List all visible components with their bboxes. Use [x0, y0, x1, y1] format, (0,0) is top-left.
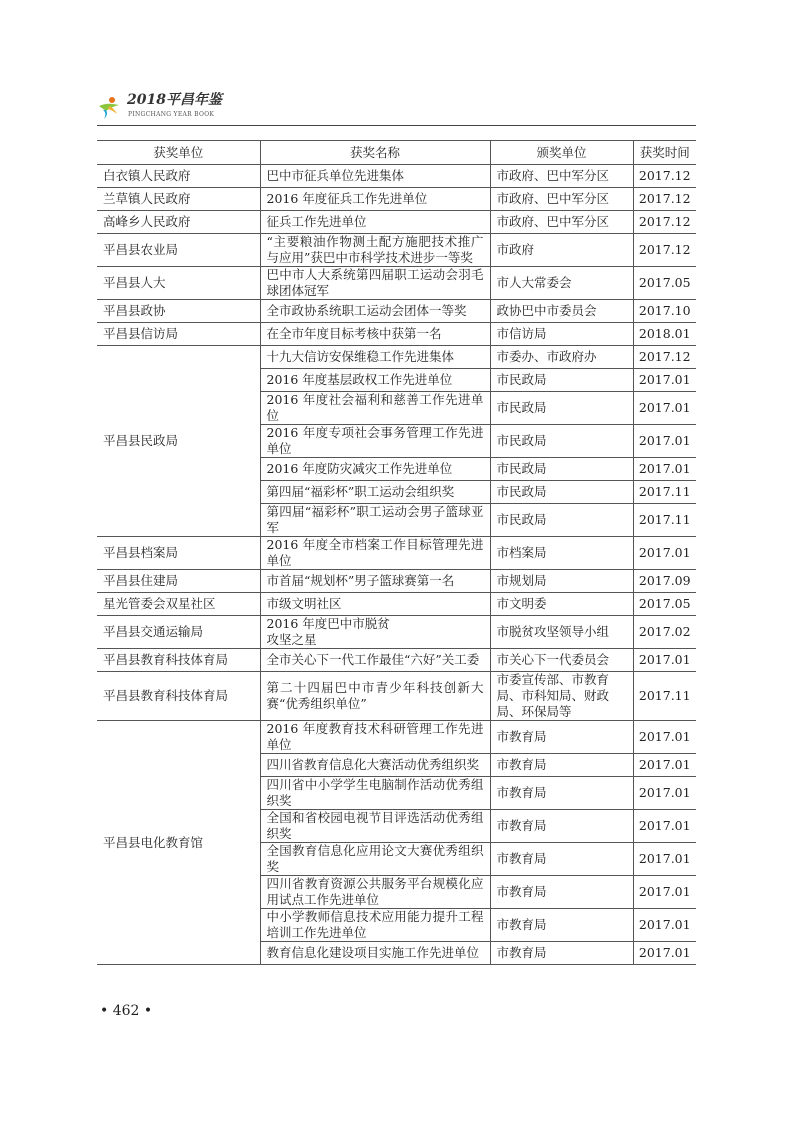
cell-date: 2017.10 — [633, 300, 696, 323]
cell-issuer: 市民政局 — [490, 369, 633, 392]
cell-award: 2016 年度防灾减灾工作先进单位 — [260, 458, 490, 481]
column-header-unit: 获奖单位 — [97, 141, 260, 165]
cell-date: 2017.12 — [633, 165, 696, 188]
cell-award: 全国教育信息化应用论文大赛优秀组织奖 — [260, 843, 490, 876]
cell-date: 2017.01 — [633, 537, 696, 570]
cell-date: 2017.01 — [633, 810, 696, 843]
cell-award: 巴中市人大系统第四届职工运动会羽毛球团体冠军 — [260, 267, 490, 300]
cell-issuer: 市文明委 — [490, 593, 633, 616]
cell-unit: 平昌县民政局 — [97, 346, 260, 537]
cell-issuer: 市脱贫攻坚领导小组 — [490, 616, 633, 649]
cell-issuer: 市教育局 — [490, 843, 633, 876]
cell-date: 2017.05 — [633, 267, 696, 300]
cell-date: 2017.12 — [633, 346, 696, 369]
cell-issuer: 市教育局 — [490, 777, 633, 810]
cell-award: 第四届“福彩杯”职工运动会男子篮球亚军 — [260, 504, 490, 537]
cell-issuer: 市政府 — [490, 234, 633, 267]
header-rule — [97, 125, 696, 126]
yearbook-header — [97, 92, 297, 120]
cell-issuer: 市规划局 — [490, 570, 633, 593]
cell-issuer: 市民政局 — [490, 481, 633, 504]
cell-issuer: 政协巴中市委员会 — [490, 300, 633, 323]
cell-date: 2017.01 — [633, 777, 696, 810]
table-row — [97, 537, 696, 570]
cell-date: 2018.01 — [633, 323, 696, 346]
cell-date: 2017.01 — [633, 909, 696, 942]
cell-unit: 白衣镇人民政府 — [97, 165, 260, 188]
cell-date: 2017.11 — [633, 481, 696, 504]
cell-date: 2017.12 — [633, 188, 696, 211]
cell-date: 2017.12 — [633, 211, 696, 234]
cell-award: 中小学教师信息技术应用能力提升工程培训工作先进单位 — [260, 909, 490, 942]
table-header-row — [97, 141, 696, 165]
cell-issuer: 市政府、巴中军分区 — [490, 188, 633, 211]
cell-date: 2017.01 — [633, 425, 696, 458]
cell-award: 四川省中小学学生电脑制作活动优秀组织奖 — [260, 777, 490, 810]
cell-award: 2016 年度全市档案工作目标管理先进单位 — [260, 537, 490, 570]
cell-unit: 平昌县电化教育馆 — [97, 721, 260, 965]
cell-date: 2017.01 — [633, 942, 696, 965]
cell-unit: 星光管委会双星社区 — [97, 593, 260, 616]
cell-date: 2017.01 — [633, 392, 696, 425]
table-row — [97, 234, 696, 267]
table-row — [97, 188, 696, 211]
cell-award: 2016 年度专项社会事务管理工作先进单位 — [260, 425, 490, 458]
cell-award: 全市政协系统职工运动会团体一等奖 — [260, 300, 490, 323]
cell-issuer: 市民政局 — [490, 425, 633, 458]
cell-unit: 平昌县档案局 — [97, 537, 260, 570]
cell-issuer: 市人大常委会 — [490, 267, 633, 300]
cell-issuer: 市政府、巴中军分区 — [490, 211, 633, 234]
cell-unit: 平昌县人大 — [97, 267, 260, 300]
cell-issuer: 市政府、巴中军分区 — [490, 165, 633, 188]
cell-award: 市级文明社区 — [260, 593, 490, 616]
cell-date: 2017.01 — [633, 721, 696, 754]
cell-date: 2017.11 — [633, 672, 696, 721]
table-row — [97, 593, 696, 616]
cell-issuer: 市民政局 — [490, 392, 633, 425]
table-row — [97, 323, 696, 346]
cell-date: 2017.01 — [633, 876, 696, 909]
cell-issuer: 市委办、市政府办 — [490, 346, 633, 369]
cell-issuer: 市教育局 — [490, 721, 633, 754]
cell-award: 四川省教育资源公共服务平台规模化应用试点工作先进单位 — [260, 876, 490, 909]
cell-award: 2016 年度社会福利和慈善工作先进单位 — [260, 392, 490, 425]
column-header-issuer: 颁奖单位 — [490, 141, 633, 165]
column-header-date: 获奖时间 — [633, 141, 696, 165]
cell-issuer: 市教育局 — [490, 754, 633, 777]
cell-unit: 平昌县住建局 — [97, 570, 260, 593]
cell-award: 教育信息化建设项目实施工作先进单位 — [260, 942, 490, 965]
cell-date: 2017.11 — [633, 504, 696, 537]
table-row — [97, 267, 696, 300]
cell-issuer: 市关心下一代委员会 — [490, 649, 633, 672]
cell-unit: 高峰乡人民政府 — [97, 211, 260, 234]
table-row — [97, 211, 696, 234]
cell-date: 2017.05 — [633, 593, 696, 616]
cell-issuer: 市教育局 — [490, 810, 633, 843]
table-row — [97, 300, 696, 323]
cell-award: 2016 年度征兵工作先进单位 — [260, 188, 490, 211]
table-row — [97, 616, 696, 649]
column-header-award: 获奖名称 — [260, 141, 490, 165]
cell-award: 在全市年度目标考核中获第一名 — [260, 323, 490, 346]
cell-date: 2017.01 — [633, 649, 696, 672]
cell-issuer: 市委宣传部、市教育局、市科知局、财政局、环保局等 — [490, 672, 633, 721]
cell-issuer: 市民政局 — [490, 504, 633, 537]
cell-unit: 平昌县农业局 — [97, 234, 260, 267]
cell-unit: 兰草镇人民政府 — [97, 188, 260, 211]
cell-issuer: 市信访局 — [490, 323, 633, 346]
cell-award: 征兵工作先进单位 — [260, 211, 490, 234]
table-row — [97, 672, 696, 721]
cell-date: 2017.12 — [633, 234, 696, 267]
table-row — [97, 570, 696, 593]
cell-award: “主要粮油作物测土配方施肥技术推广与应用”获巴中市科学技术进步一等奖 — [260, 234, 490, 267]
cell-issuer: 市教育局 — [490, 942, 633, 965]
cell-award: 市首届“规划杯”男子篮球赛第一名 — [260, 570, 490, 593]
yearbook-logo-icon — [97, 96, 123, 120]
cell-date: 2017.02 — [633, 616, 696, 649]
cell-unit: 平昌县政协 — [97, 300, 260, 323]
cell-issuer: 市民政局 — [490, 458, 633, 481]
cell-award: 2016 年度基层政权工作先进单位 — [260, 369, 490, 392]
page-number: • 462 • — [100, 1003, 153, 1019]
cell-unit: 平昌县教育科技体育局 — [97, 672, 260, 721]
cell-unit: 平昌县信访局 — [97, 323, 260, 346]
yearbook-title: 2018平昌年鉴 — [127, 92, 222, 108]
cell-unit: 平昌县交通运输局 — [97, 616, 260, 649]
table-row — [97, 649, 696, 672]
table-row — [97, 346, 696, 369]
cell-award: 第四届“福彩杯”职工运动会组织奖 — [260, 481, 490, 504]
cell-unit: 平昌县教育科技体育局 — [97, 649, 260, 672]
awards-table — [97, 140, 696, 965]
cell-award: 2016 年度巴中市脱贫 攻坚之星 — [260, 616, 490, 649]
cell-date: 2017.01 — [633, 843, 696, 876]
cell-award: 第二十四届巴中市青少年科技创新大赛“优秀组织单位” — [260, 672, 490, 721]
cell-award: 巴中市征兵单位先进集体 — [260, 165, 490, 188]
cell-award: 2016 年度教育技术科研管理工作先进单位 — [260, 721, 490, 754]
cell-award: 四川省教育信息化大赛活动优秀组织奖 — [260, 754, 490, 777]
cell-issuer: 市教育局 — [490, 909, 633, 942]
yearbook-subtitle: PINGCHANG YEAR BOOK — [128, 111, 215, 118]
cell-date: 2017.01 — [633, 369, 696, 392]
cell-award: 全国和省校园电视节目评选活动优秀组织奖 — [260, 810, 490, 843]
cell-award: 十九大信访安保维稳工作先进集体 — [260, 346, 490, 369]
table-row — [97, 165, 696, 188]
cell-issuer: 市档案局 — [490, 537, 633, 570]
cell-date: 2017.09 — [633, 570, 696, 593]
cell-date: 2017.01 — [633, 458, 696, 481]
cell-issuer: 市教育局 — [490, 876, 633, 909]
cell-award: 全市关心下一代工作最佳“六好”关工委 — [260, 649, 490, 672]
table-row — [97, 721, 696, 754]
cell-date: 2017.01 — [633, 754, 696, 777]
